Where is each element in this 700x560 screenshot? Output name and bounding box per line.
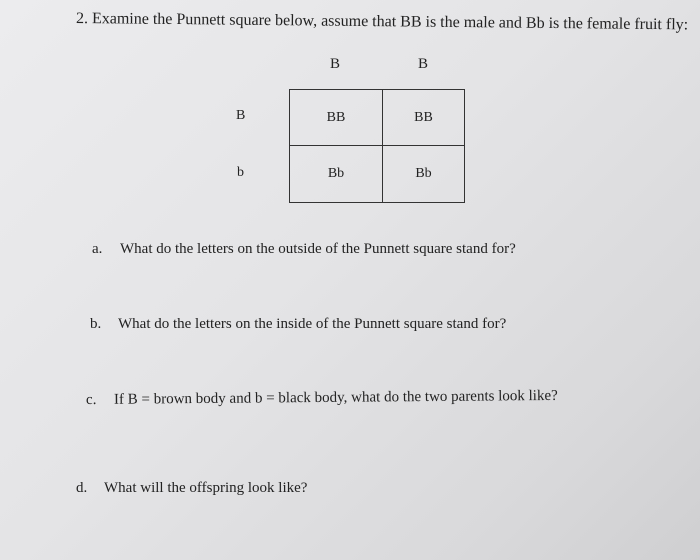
punnett-top-header-2: B <box>418 56 429 72</box>
subquestion-b <box>90 316 506 333</box>
subquestion-label: d. <box>76 480 88 496</box>
subquestion-text: What do the letters on the outside of the Punnett square stand for? <box>120 241 516 257</box>
subquestion-text: If B = brown body and b = black body, what do the two parents look like? <box>113 387 558 408</box>
subquestion-text: What do the letters on the inside of the Punnett square stand for? <box>118 316 507 332</box>
subquestion-text: What will the offspring look like? <box>104 480 308 496</box>
punnett-cell: Bb <box>290 146 383 202</box>
subquestion-c <box>86 388 558 409</box>
punnett-square <box>289 89 465 203</box>
punnett-side-header-2: b <box>237 165 244 180</box>
subquestion-d <box>76 480 307 497</box>
punnett-top-header-1: B <box>330 56 341 72</box>
subquestion-label: b. <box>90 316 102 332</box>
subquestion-label: c. <box>85 391 97 408</box>
question-title: 2. Examine the Punnett square below, assume that BB is the male and Bb is the female fruit fly: <box>75 10 689 34</box>
punnett-cell: Bb <box>415 166 432 181</box>
punnett-cell: BB <box>383 90 464 146</box>
punnett-cell: BB <box>290 90 383 146</box>
subquestion-label: a. <box>92 241 103 257</box>
punnett-side-header-1: B <box>236 108 246 123</box>
subquestion-a <box>92 241 516 258</box>
